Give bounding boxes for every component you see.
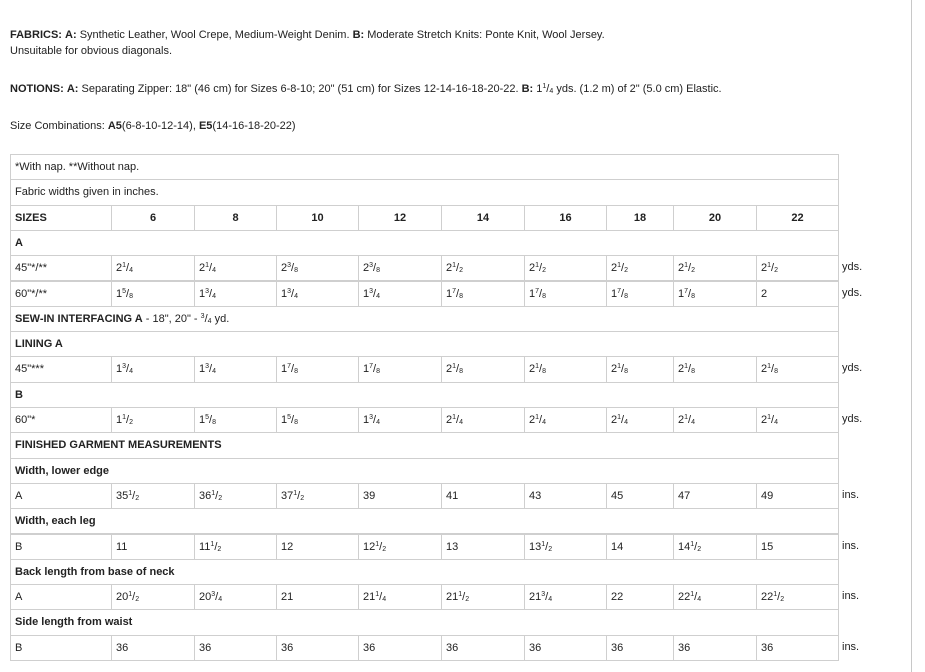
value-cell: 21 [276, 584, 359, 610]
notions-b-text: yds. (1.2 m) of 2" (5.0 cm) Elastic. [556, 83, 722, 95]
section-label: SEW-IN INTERFACING A - 18", 20" - $^3/_4$ yd. [10, 306, 839, 332]
value-cell: $20^1/_2$ [111, 584, 195, 610]
value-cell: $2^1/_2$ [606, 255, 674, 281]
value-cell: $1^5/_8$ [194, 407, 277, 433]
unit-label: ins. [842, 488, 860, 501]
size-column-header: 14 [441, 205, 525, 231]
value-cell: $11^1/_2$ [194, 534, 277, 560]
row-label: 60"*/** [10, 281, 112, 307]
data-row [10, 281, 863, 306]
value-cell: $1^7/_8$ [606, 281, 674, 307]
value-cell: $2^1/_4$ [756, 407, 839, 433]
section-row [10, 306, 838, 331]
section-row [10, 230, 838, 255]
row-label: 60"* [10, 407, 112, 433]
value-cell: 36 [441, 635, 525, 661]
section-label: FINISHED GARMENT MEASUREMENTS [10, 432, 839, 458]
value-cell: $1^3/_4$ [358, 281, 442, 307]
size-combinations-label: Size Combinations: [10, 120, 105, 132]
value-cell: 36 [673, 635, 757, 661]
value-cell: 39 [358, 483, 442, 509]
value-cell: 43 [524, 483, 607, 509]
section-row [10, 559, 838, 584]
value-cell: 36 [358, 635, 442, 661]
value-cell: 36 [194, 635, 277, 661]
unit-label: ins. [842, 640, 860, 653]
section-label: Width, lower edge [10, 458, 839, 484]
value-cell: $2^1/_4$ [606, 407, 674, 433]
notions-paragraph [10, 81, 722, 97]
value-cell: $2^1/_4$ [441, 407, 525, 433]
value-cell: $35^1/_2$ [111, 483, 195, 509]
value-cell: $12^1/_2$ [358, 534, 442, 560]
row-label: 45"*** [10, 356, 112, 382]
value-cell: $22^1/_4$ [673, 584, 757, 610]
unit-label: yds. [842, 362, 863, 375]
value-cell: $1^3/_4$ [194, 281, 277, 307]
value-cell: $2^1/_4$ [673, 407, 757, 433]
value-cell: 36 [606, 635, 674, 661]
section-row [10, 609, 838, 634]
value-cell: $13^1/_2$ [524, 534, 607, 560]
data-row [10, 255, 863, 280]
value-cell: $37^1/_2$ [276, 483, 359, 509]
size-column-header: 10 [276, 205, 359, 231]
section-label: B [10, 382, 839, 408]
section-label: Back length from base of neck [10, 559, 839, 585]
fabrics-paragraph [10, 27, 605, 59]
row-label: A [10, 483, 112, 509]
value-cell: $1^7/_8$ [524, 281, 607, 307]
size-column-header: 16 [524, 205, 607, 231]
value-cell: 49 [756, 483, 839, 509]
value-cell: 36 [756, 635, 839, 661]
table-note-widths: Fabric widths given in inches. [10, 179, 839, 205]
value-cell: 36 [111, 635, 195, 661]
value-cell: 41 [441, 483, 525, 509]
value-cell: $1^3/_4$ [276, 281, 359, 307]
unit-label: yds. [842, 261, 863, 274]
size-column-header: 8 [194, 205, 277, 231]
size-column-header: 20 [673, 205, 757, 231]
size-column-header: 12 [358, 205, 442, 231]
value-cell: $2^1/_8$ [441, 356, 525, 382]
unit-label: yds. [842, 286, 863, 299]
value-cell: 15 [756, 534, 839, 560]
value-cell: 47 [673, 483, 757, 509]
value-cell: $2^1/_8$ [756, 356, 839, 382]
value-cell: $2^3/_8$ [276, 255, 359, 281]
value-cell: $22^1/_2$ [756, 584, 839, 610]
notions-label: NOTIONS: [10, 83, 64, 95]
value-cell: $2^1/_8$ [524, 356, 607, 382]
value-cell: $1^5/_8$ [276, 407, 359, 433]
data-row [10, 407, 863, 432]
value-cell: 11 [111, 534, 195, 560]
row-label: B [10, 635, 112, 661]
row-label: 45"*/** [10, 255, 112, 281]
value-cell: $21^1/_2$ [441, 584, 525, 610]
value-cell: 2 [756, 281, 839, 307]
size-combo-a5: A5 [107, 120, 122, 132]
value-cell: $1^3/_4$ [111, 356, 195, 382]
value-cell: $1^3/_4$ [194, 356, 277, 382]
value-cell: 14 [606, 534, 674, 560]
value-cell: $1^5/_8$ [111, 281, 195, 307]
table-note-row [10, 154, 838, 179]
value-cell: 12 [276, 534, 359, 560]
value-cell: $1^3/_4$ [358, 407, 442, 433]
table-note-row [10, 179, 838, 204]
value-cell: 22 [606, 584, 674, 610]
value-cell: $1^7/_8$ [441, 281, 525, 307]
value-cell: $1^1/_2$ [111, 407, 195, 433]
value-cell: $2^3/_8$ [358, 255, 442, 281]
value-cell: $21^3/_4$ [524, 584, 607, 610]
notions-a-text: Separating Zipper: 18" (46 cm) for Sizes 6-8-10; 20" (51 cm) for Sizes 12-14-16-18-20-22. [81, 83, 519, 95]
size-combo-e5: E5 [198, 120, 213, 132]
value-cell: $2^1/_8$ [673, 356, 757, 382]
data-row [10, 584, 860, 609]
row-label: A [10, 584, 112, 610]
fabrics-note: Unsuitable for obvious diagonals. [10, 45, 173, 57]
section-row [10, 432, 838, 457]
value-cell: 36 [276, 635, 359, 661]
value-cell: $2^1/_2$ [441, 255, 525, 281]
unit-label: ins. [842, 590, 860, 603]
value-cell: $36^1/_2$ [194, 483, 277, 509]
fabrics-a-label: A: [65, 29, 77, 41]
value-cell: $14^1/_2$ [673, 534, 757, 560]
value-cell: $2^1/_4$ [524, 407, 607, 433]
row-label: B [10, 534, 112, 560]
size-combo-a5-sizes: (6-8-10-12-14), [121, 120, 196, 132]
fabrics-label: FABRICS: [10, 29, 62, 41]
value-cell: $1^7/_8$ [673, 281, 757, 307]
value-cell: 45 [606, 483, 674, 509]
data-row [10, 483, 860, 508]
fabrics-b-label: B: [352, 29, 365, 41]
value-cell: 36 [524, 635, 607, 661]
section-label: LINING A [10, 331, 839, 357]
value-cell: $2^1/_2$ [673, 255, 757, 281]
section-row [10, 382, 838, 407]
value-cell: $2^1/_8$ [606, 356, 674, 382]
section-label: A [10, 230, 839, 256]
value-cell: $2^1/_2$ [524, 255, 607, 281]
value-cell: $1^7/_8$ [358, 356, 442, 382]
size-combinations [10, 118, 296, 134]
section-row [10, 458, 838, 483]
value-cell: $21^1/_4$ [358, 584, 442, 610]
data-row [10, 635, 860, 660]
notions-b-label: B: [521, 83, 534, 95]
value-cell: $2^1/_4$ [194, 255, 277, 281]
fabrics-b-text: Moderate Stretch Knits: Ponte Knit, Wool Jersey. [367, 29, 605, 41]
unit-label: ins. [842, 539, 860, 552]
value-cell: $1^7/_8$ [276, 356, 359, 382]
size-column-header: 22 [756, 205, 839, 231]
unit-label: yds. [842, 413, 863, 425]
notions-a-label: A: [66, 83, 79, 95]
size-column-header: 18 [606, 205, 674, 231]
notions-b-fraction: $1^1/_4$ [536, 83, 554, 95]
size-combo-e5-sizes: (14-16-18-20-22) [212, 120, 296, 132]
data-row [10, 534, 860, 559]
value-cell: 13 [441, 534, 525, 560]
section-row [10, 508, 838, 533]
sizes-header-label: SIZES [10, 205, 112, 231]
data-row [10, 356, 863, 381]
section-label: Width, each leg [10, 508, 839, 534]
value-cell: $2^1/_2$ [756, 255, 839, 281]
value-cell: $20^3/_4$ [194, 584, 277, 610]
sizes-header-row [10, 205, 838, 230]
size-column-header: 6 [111, 205, 195, 231]
table-note-nap: *With nap. **Without nap. [10, 154, 839, 180]
value-cell: $2^1/_4$ [111, 255, 195, 281]
section-label: Side length from waist [10, 609, 839, 635]
fabrics-a-text: Synthetic Leather, Wool Crepe, Medium-Weight Denim. [79, 29, 350, 41]
section-row [10, 331, 838, 356]
